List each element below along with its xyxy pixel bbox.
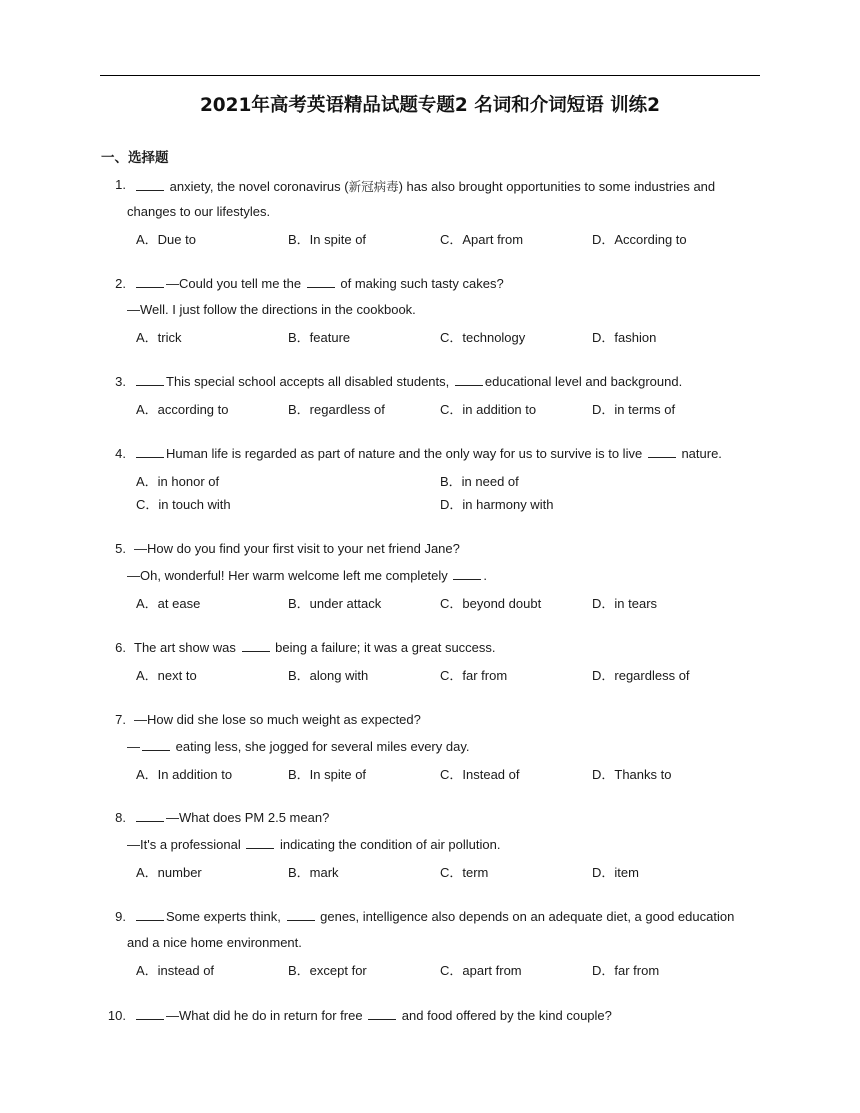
page-title: 2021年高考英语精品试题专题2 名词和介词短语 训练2: [199, 95, 661, 116]
option-c[interactable]: C．Instead of: [440, 767, 520, 782]
question-text: and a nice home environment.: [127, 935, 302, 950]
question-number: 7.: [115, 712, 126, 727]
answer-blank: [136, 189, 164, 191]
option-d[interactable]: D．far from: [592, 963, 660, 978]
option-a[interactable]: A．in honor of: [136, 474, 220, 489]
answer-blank: [142, 749, 170, 751]
header-rule: [100, 75, 760, 76]
question-number: 2.: [115, 276, 126, 291]
question-number: 4.: [115, 446, 126, 461]
option-d[interactable]: D．item: [592, 865, 639, 880]
answer-blank: [136, 286, 164, 288]
option-d[interactable]: D．fashion: [592, 330, 657, 345]
option-d[interactable]: D．regardless of: [592, 668, 690, 683]
question-number: 1.: [115, 177, 126, 192]
option-a[interactable]: A．according to: [136, 402, 229, 417]
option-c[interactable]: C．beyond doubt: [440, 596, 542, 611]
answer-blank: [455, 384, 483, 386]
option-c[interactable]: C．far from: [440, 668, 508, 683]
question-number: 8.: [115, 810, 126, 825]
question-number: 6.: [115, 640, 126, 655]
option-c[interactable]: C．term: [440, 865, 489, 880]
question-text: —How do you find your first visit to your net friend Jane?: [134, 541, 460, 556]
option-b[interactable]: B．in need of: [440, 474, 519, 489]
question-text: Human life is regarded as part of nature and the only way for us to survive is to live nature.: [134, 446, 722, 461]
answer-blank: [136, 384, 164, 386]
option-c[interactable]: C．apart from: [440, 963, 522, 978]
option-d[interactable]: D．in tears: [592, 596, 658, 611]
question-text: This special school accepts all disabled students, educational level and background.: [134, 374, 682, 389]
option-d[interactable]: D．According to: [592, 232, 687, 247]
question-text: —How did she lose so much weight as expected?: [134, 712, 421, 727]
option-b[interactable]: B．In spite of: [288, 767, 367, 782]
answer-blank: [307, 286, 335, 288]
option-c[interactable]: C．technology: [440, 330, 526, 345]
question-number: 5.: [115, 541, 126, 556]
answer-blank: [136, 919, 164, 921]
question-text: —What does PM 2.5 mean?: [134, 810, 329, 825]
option-d[interactable]: D．Thanks to: [592, 767, 672, 782]
answer-blank: [136, 456, 164, 458]
answer-blank: [246, 847, 274, 849]
option-c[interactable]: C．in touch with: [136, 497, 231, 512]
option-a[interactable]: A．at ease: [136, 596, 201, 611]
question-text: —Oh, wonderful! Her warm welcome left me completely .: [127, 568, 488, 583]
answer-blank: [648, 456, 676, 458]
question-text: anxiety, the novel coronavirus (新冠病毒) has also brought opportunities to some industries and: [134, 177, 715, 195]
answer-blank: [368, 1018, 396, 1020]
option-a[interactable]: A．Due to: [136, 232, 196, 247]
option-a[interactable]: A．next to: [136, 668, 197, 683]
option-a[interactable]: A．In addition to: [136, 767, 233, 782]
option-b[interactable]: B．regardless of: [288, 402, 385, 417]
question-text: —What did he do in return for free and food offered by the kind couple?: [134, 1008, 612, 1023]
option-a[interactable]: A．trick: [136, 330, 182, 345]
option-b[interactable]: B．except for: [288, 963, 367, 978]
option-c[interactable]: C．Apart from: [440, 232, 524, 247]
question-number: 10.: [107, 1008, 126, 1023]
question-text: —Well. I just follow the directions in the cookbook.: [127, 302, 416, 317]
option-b[interactable]: B．under attack: [288, 596, 382, 611]
answer-blank: [136, 820, 164, 822]
question-text: Some experts think, genes, intelligence also depends on an adequate diet, a good education: [134, 909, 734, 924]
answer-blank: [242, 650, 270, 652]
question-number: 3.: [115, 374, 126, 389]
question-text: —Could you tell me the of making such tasty cakes?: [134, 276, 504, 291]
question-text: changes to our lifestyles.: [127, 204, 271, 219]
answer-blank: [453, 578, 481, 580]
option-d[interactable]: D．in harmony with: [440, 497, 554, 512]
question-text: The art show was being a failure; it was a great success.: [134, 640, 496, 655]
question-text: —It's a professional indicating the condition of air pollution.: [127, 837, 501, 852]
section-heading: 一、选择题: [101, 150, 169, 166]
option-a[interactable]: A．number: [136, 865, 202, 880]
question-number: 9.: [115, 909, 126, 924]
option-b[interactable]: B．In spite of: [288, 232, 367, 247]
option-d[interactable]: D．in terms of: [592, 402, 676, 417]
option-c[interactable]: C．in addition to: [440, 402, 537, 417]
question-text: — eating less, she jogged for several miles every day.: [127, 739, 470, 754]
option-b[interactable]: B．feature: [288, 330, 351, 345]
option-b[interactable]: B．along with: [288, 668, 369, 683]
option-a[interactable]: A．instead of: [136, 963, 215, 978]
option-b[interactable]: B．mark: [288, 865, 339, 880]
answer-blank: [136, 1018, 164, 1020]
answer-blank: [287, 919, 315, 921]
